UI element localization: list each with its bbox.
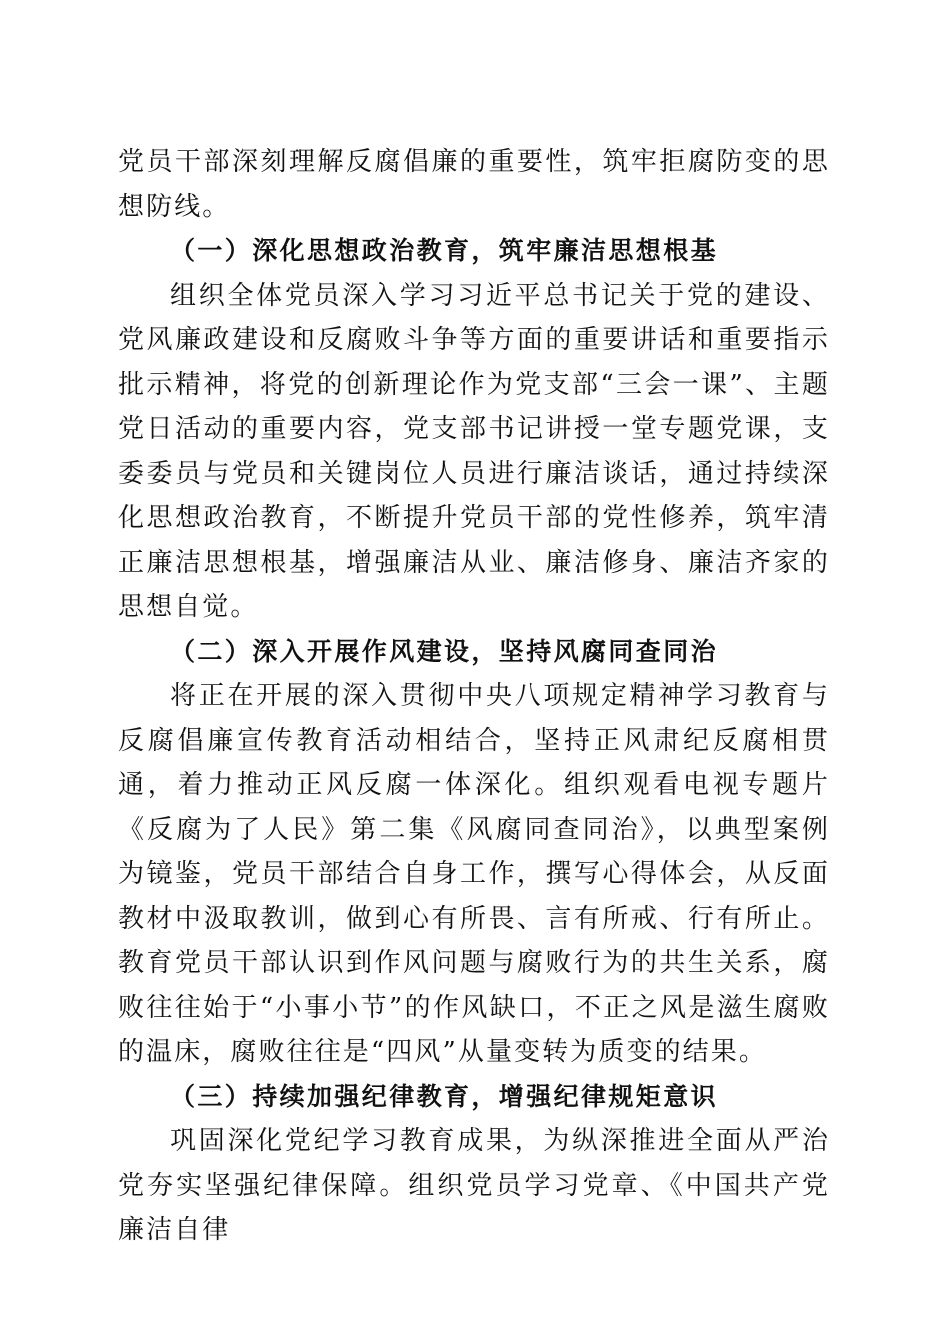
section-3-heading: （三）持续加强纪律教育，增强纪律规矩意识 <box>170 1081 719 1111</box>
section-2-paragraph: 将正在开展的深入贯彻中央八项规定精神学习教育与反腐倡廉宣传教育活动相结合，坚持正风肃纪反腐相贯通，着力推动正风反腐一体深化。组织观看电视专题片《反腐为了人民》第二集《风腐同查同治》，以典型案例为镜鉴，党员干部结合自身工作，撰写心得体会，从反面教材中汲取教训，做到心有所畏、言有所戒、行有所止。教育党员干部认识到作风问题与腐败行为的共生关系，腐败往往始于“小事小节”的作风缺口，不正之风是滋生腐败的温床，腐败往往是“四风”从量变转为质变的结果。 <box>118 681 830 1067</box>
intro-paragraph: 党员干部深刻理解反腐倡廉的重要性，筑牢拒腐防变的思想防线。 <box>118 147 830 222</box>
section-3-paragraph: 巩固深化党纪学习教育成果，为纵深推进全面从严治党夯实坚强纪律保障。组织党员学习党章、《中国共产党廉洁自律 <box>118 1126 830 1245</box>
document-body <box>118 140 830 1253</box>
section-2-heading: （二）深入开展作风建设，坚持风腐同查同治 <box>170 636 719 666</box>
section-1-heading: （一）深化思想政治教育，筑牢廉洁思想根基 <box>170 236 719 265</box>
section-1-paragraph: 组织全体党员深入学习习近平总书记关于党的建设、党风廉政建设和反腐败斗争等方面的重要讲话和重要指示批示精神，将党的创新理论作为党支部“三会一课”、主题党日活动的重要内容，党支部书记讲授一堂专题党课，支委委员与党员和关键岗位人员进行廉洁谈话，通过持续深化思想政治教育，不断提升党员干部的党性修养，筑牢清正廉洁思想根基，增强廉洁从业、廉洁修身、廉洁齐家的思想自觉。 <box>118 280 830 622</box>
